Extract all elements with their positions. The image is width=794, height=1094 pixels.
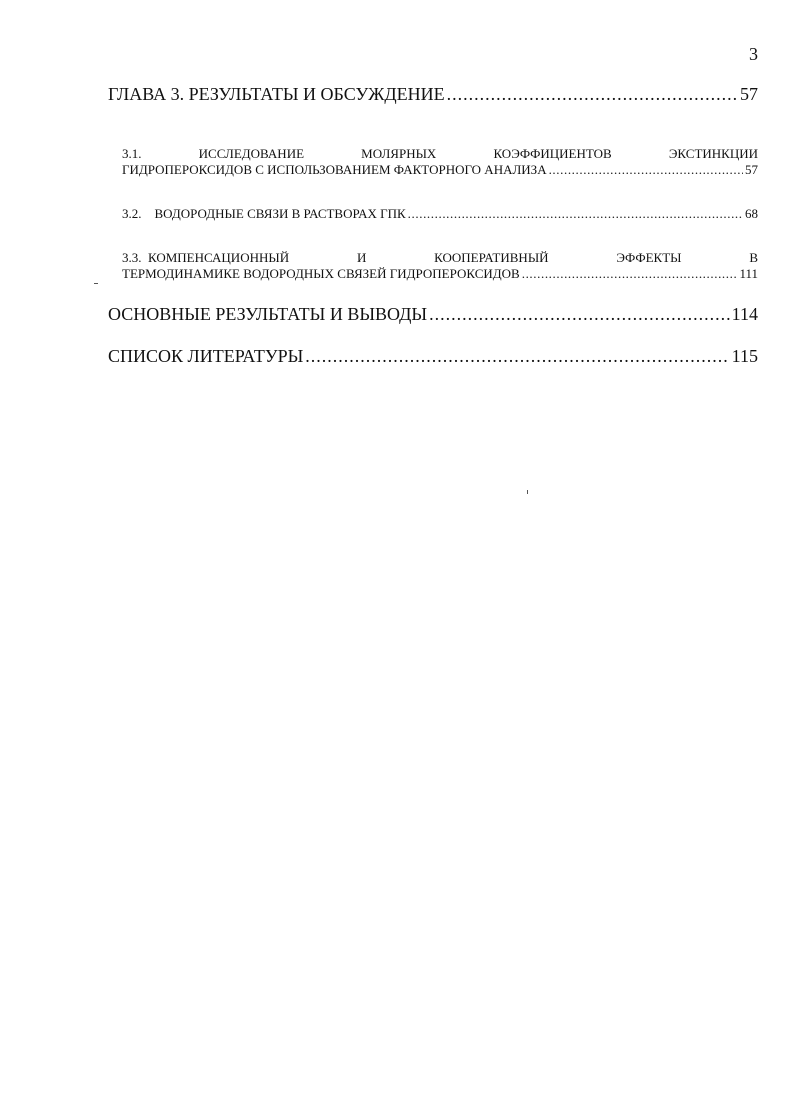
scan-speck	[527, 490, 528, 494]
title-word: ЭКСТИНКЦИИ	[668, 146, 758, 161]
title-word: КОЭФФИЦИЕНТОВ	[493, 146, 612, 161]
page-number: 3	[749, 44, 758, 64]
dot-leader	[447, 84, 738, 105]
toc-entry-first-line	[122, 250, 758, 266]
toc-entry-page: 115	[731, 346, 758, 366]
section-number: 3.2.	[122, 206, 142, 221]
toc-entry-literature[interactable]	[108, 346, 758, 374]
title-word: КОМПЕНСАЦИОННЫЙ	[148, 250, 290, 265]
toc-entry-section-3-3[interactable]	[122, 250, 758, 282]
title-word: КООПЕРАТИВНЫЙ	[434, 250, 549, 265]
toc-entry-title	[122, 206, 406, 222]
toc-entry-second-line	[122, 266, 758, 282]
section-number: 3.1.	[122, 146, 142, 161]
scan-speck	[94, 283, 98, 284]
toc-entry-page: 111	[739, 266, 758, 281]
section-title: ВОДОРОДНЫЕ СВЯЗИ В РАСТВОРАХ ГПК	[154, 206, 406, 221]
dot-leader	[522, 266, 738, 282]
dot-leader	[429, 304, 730, 325]
toc-entry-page: 57	[740, 84, 758, 104]
toc-entry-title: ОСНОВНЫЕ РЕЗУЛЬТАТЫ И ВЫВОДЫ	[108, 304, 428, 324]
title-word: МОЛЯРНЫХ	[361, 146, 437, 161]
toc-entry-first-line	[122, 146, 758, 162]
toc-entry-page: 114	[731, 304, 758, 324]
toc-entry-title: СПИСОК ЛИТЕРАТУРЫ	[108, 346, 304, 366]
section-number: 3.3.	[122, 250, 142, 265]
dot-leader	[549, 162, 743, 178]
toc-entry-second-line	[122, 162, 758, 178]
title-word: В	[749, 250, 758, 265]
toc-entry-title: ГИДРОПЕРОКСИДОВ С ИСПОЛЬЗОВАНИЕМ ФАКТОРНОГО АНАЛИЗА	[122, 162, 547, 177]
title-word: ИССЛЕДОВАНИЕ	[198, 146, 305, 161]
toc-entry-title: ГЛАВА 3. РЕЗУЛЬТАТЫ И ОБСУЖДЕНИЕ	[108, 84, 445, 104]
dot-leader	[305, 346, 729, 367]
toc-entry-page: 57	[745, 162, 758, 177]
section-number-and-word	[122, 250, 289, 266]
toc-entry-section-3-1[interactable]	[122, 146, 758, 178]
title-word: ЭФФЕКТЫ	[616, 250, 682, 265]
toc-entry-results[interactable]	[108, 304, 758, 332]
toc-entry-section-3-2[interactable]	[122, 206, 758, 222]
toc-entry-chapter-3[interactable]	[108, 84, 758, 112]
dot-leader	[408, 206, 743, 222]
toc-entry-title: ТЕРМОДИНАМИКЕ ВОДОРОДНЫХ СВЯЗЕЙ ГИДРОПЕРОКСИДОВ	[122, 266, 520, 281]
toc-entry-page: 68	[745, 206, 758, 221]
table-of-contents	[108, 84, 758, 374]
title-word: И	[356, 250, 367, 265]
